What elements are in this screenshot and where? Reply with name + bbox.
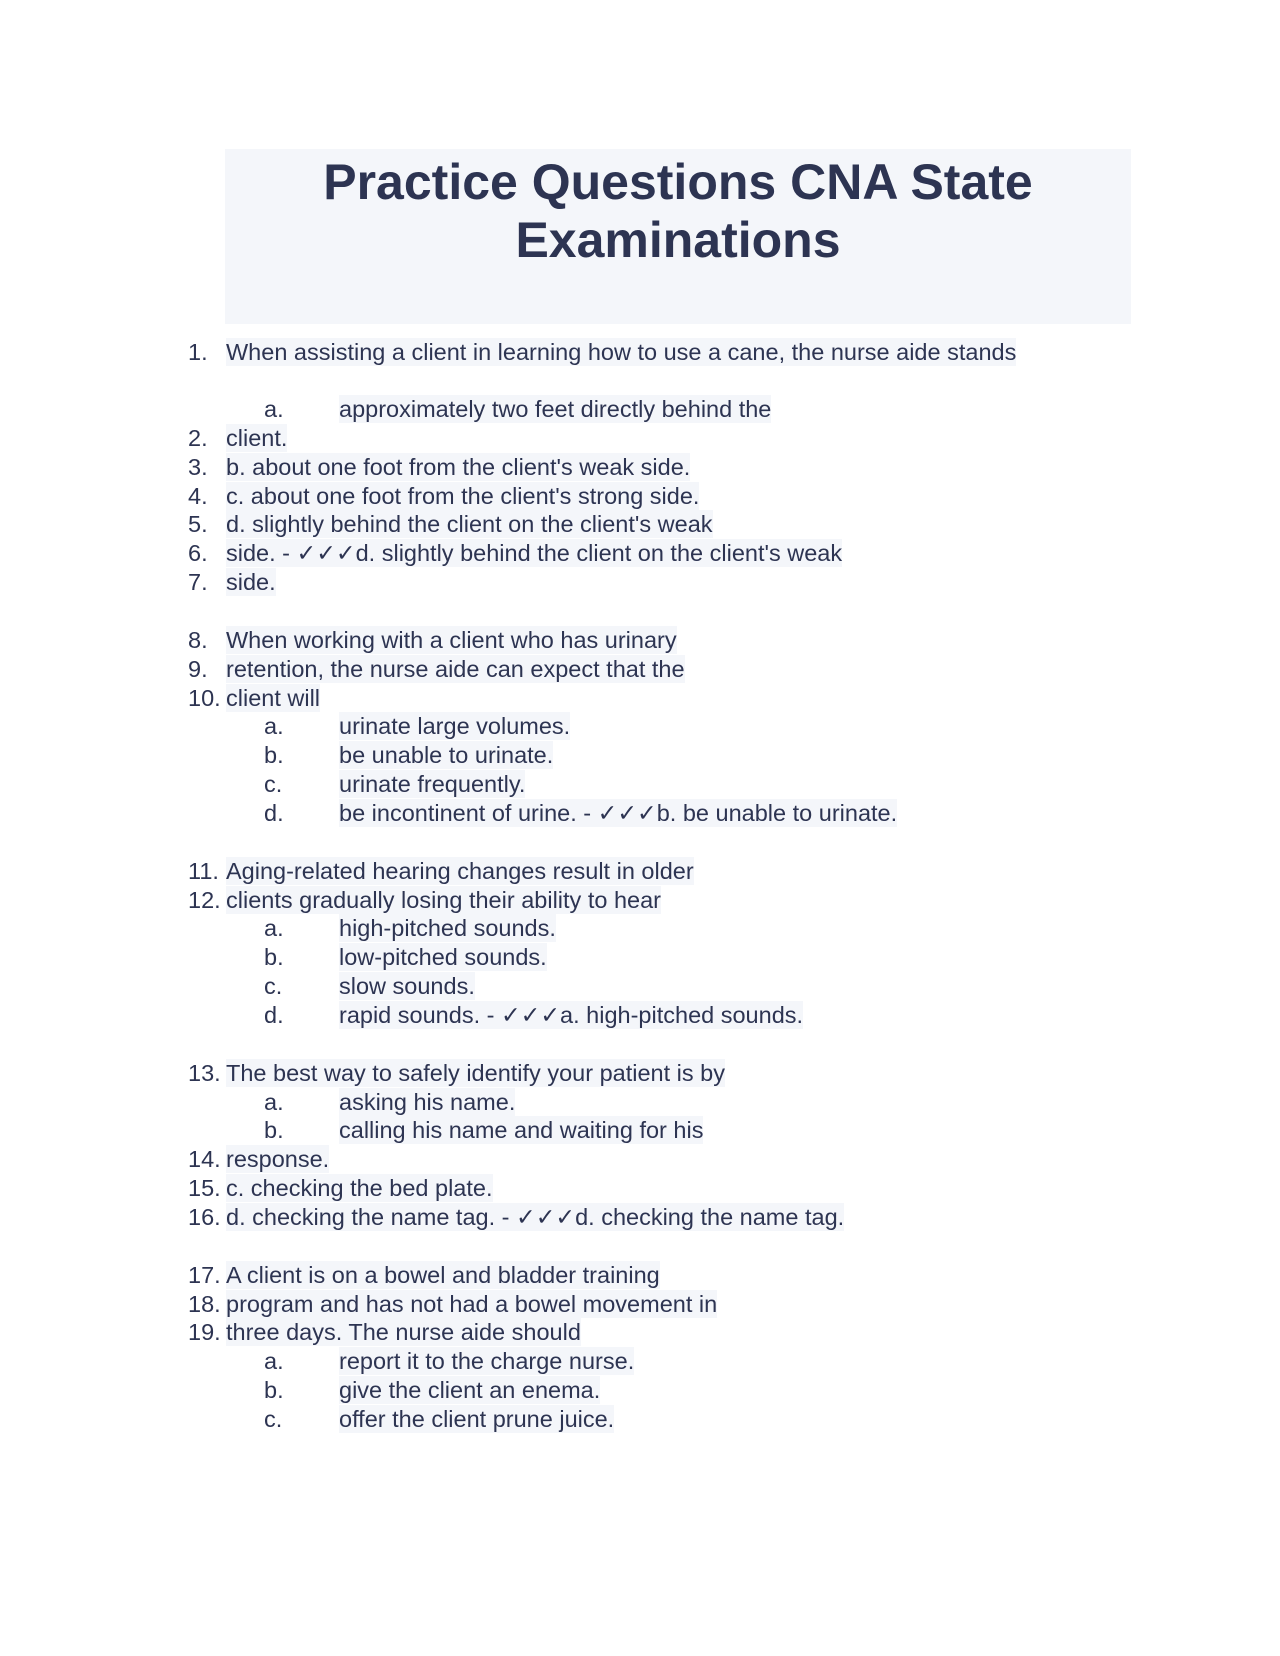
- title-line-1: Practice Questions CNA State: [323, 154, 1033, 210]
- list-item-text: Aging-related hearing changes result in older: [226, 858, 694, 884]
- list-item-text: side.: [226, 569, 276, 595]
- list-item-text: b. about one foot from the client's weak side.: [226, 454, 691, 480]
- list-number: 4.: [188, 483, 208, 509]
- list-item-text: c. checking the bed plate.: [226, 1175, 493, 1201]
- option-text: offer the client prune juice.: [339, 1406, 615, 1432]
- option-text: rapid sounds. - ✓✓✓a. high-pitched sounds.: [339, 1002, 804, 1028]
- option-letter: a.: [264, 1089, 284, 1115]
- option-letter: d.: [264, 800, 284, 826]
- option-letter: a.: [264, 1348, 284, 1374]
- option-text: urinate large volumes.: [339, 713, 571, 739]
- list-number: 13.: [188, 1060, 221, 1086]
- list-item-text: client will: [226, 685, 321, 711]
- list-item-text: clients gradually losing their ability to hear: [226, 887, 661, 913]
- list-number: 10.: [188, 685, 221, 711]
- option-letter: c.: [264, 771, 283, 797]
- list-item-text: A client is on a bowel and bladder training: [226, 1262, 660, 1288]
- list-number: 1.: [188, 339, 208, 365]
- list-number: 2.: [188, 425, 208, 451]
- list-number: 5.: [188, 511, 208, 537]
- title-line-2: Examinations: [515, 212, 841, 268]
- list-number: 7.: [188, 569, 208, 595]
- list-number: 19.: [188, 1319, 221, 1345]
- list-number: 15.: [188, 1175, 221, 1201]
- list-item-text: three days. The nurse aide should: [226, 1319, 581, 1345]
- option-letter: d.: [264, 1002, 284, 1028]
- list-item-text: d. slightly behind the client on the client's weak: [226, 511, 713, 537]
- list-number: 14.: [188, 1146, 221, 1172]
- option-text: calling his name and waiting for his: [339, 1117, 704, 1143]
- list-item-text: client.: [226, 425, 288, 451]
- list-item-text: c. about one foot from the client's strong side.: [226, 483, 700, 509]
- list-number: 11.: [188, 858, 219, 884]
- list-item-text: side. - ✓✓✓d. slightly behind the client on the client's weak: [226, 540, 843, 566]
- option-letter: b.: [264, 1117, 284, 1143]
- option-letter: a.: [264, 713, 284, 739]
- list-item-text: When working with a client who has urinary: [226, 627, 677, 653]
- list-number: 8.: [188, 627, 208, 653]
- option-text: asking his name.: [339, 1089, 516, 1115]
- list-number: 3.: [188, 454, 208, 480]
- option-letter: c.: [264, 973, 283, 999]
- option-letter: b.: [264, 944, 284, 970]
- option-letter: b.: [264, 1377, 284, 1403]
- list-item-text: program and has not had a bowel movement in: [226, 1291, 718, 1317]
- option-text: report it to the charge nurse.: [339, 1348, 635, 1374]
- option-text: approximately two feet directly behind the: [339, 396, 772, 422]
- list-item-text: response.: [226, 1146, 330, 1172]
- option-text: slow sounds.: [339, 973, 475, 999]
- option-text: give the client an enema.: [339, 1377, 601, 1403]
- option-text: be incontinent of urine. - ✓✓✓b. be unable to urinate.: [339, 800, 898, 826]
- option-letter: a.: [264, 396, 284, 422]
- list-number: 16.: [188, 1204, 221, 1230]
- list-number: 17.: [188, 1262, 221, 1288]
- list-item-text: The best way to safely identify your patient is by: [226, 1060, 725, 1086]
- option-text: urinate frequently.: [339, 771, 526, 797]
- option-letter: b.: [264, 742, 284, 768]
- option-text: be unable to urinate.: [339, 742, 554, 768]
- option-text: high-pitched sounds.: [339, 915, 556, 941]
- list-number: 6.: [188, 540, 208, 566]
- option-letter: a.: [264, 915, 284, 941]
- list-number: 12.: [188, 887, 221, 913]
- list-item-text: retention, the nurse aide can expect that the: [226, 656, 685, 682]
- option-letter: c.: [264, 1406, 283, 1432]
- list-item-text: d. checking the name tag. - ✓✓✓d. checking the name tag.: [226, 1204, 845, 1230]
- option-text: low-pitched sounds.: [339, 944, 547, 970]
- list-number: 9.: [188, 656, 208, 682]
- list-item-text: When assisting a client in learning how to use a cane, the nurse aide stands: [226, 339, 1017, 365]
- list-number: 18.: [188, 1291, 221, 1317]
- document-title: [225, 149, 1131, 269]
